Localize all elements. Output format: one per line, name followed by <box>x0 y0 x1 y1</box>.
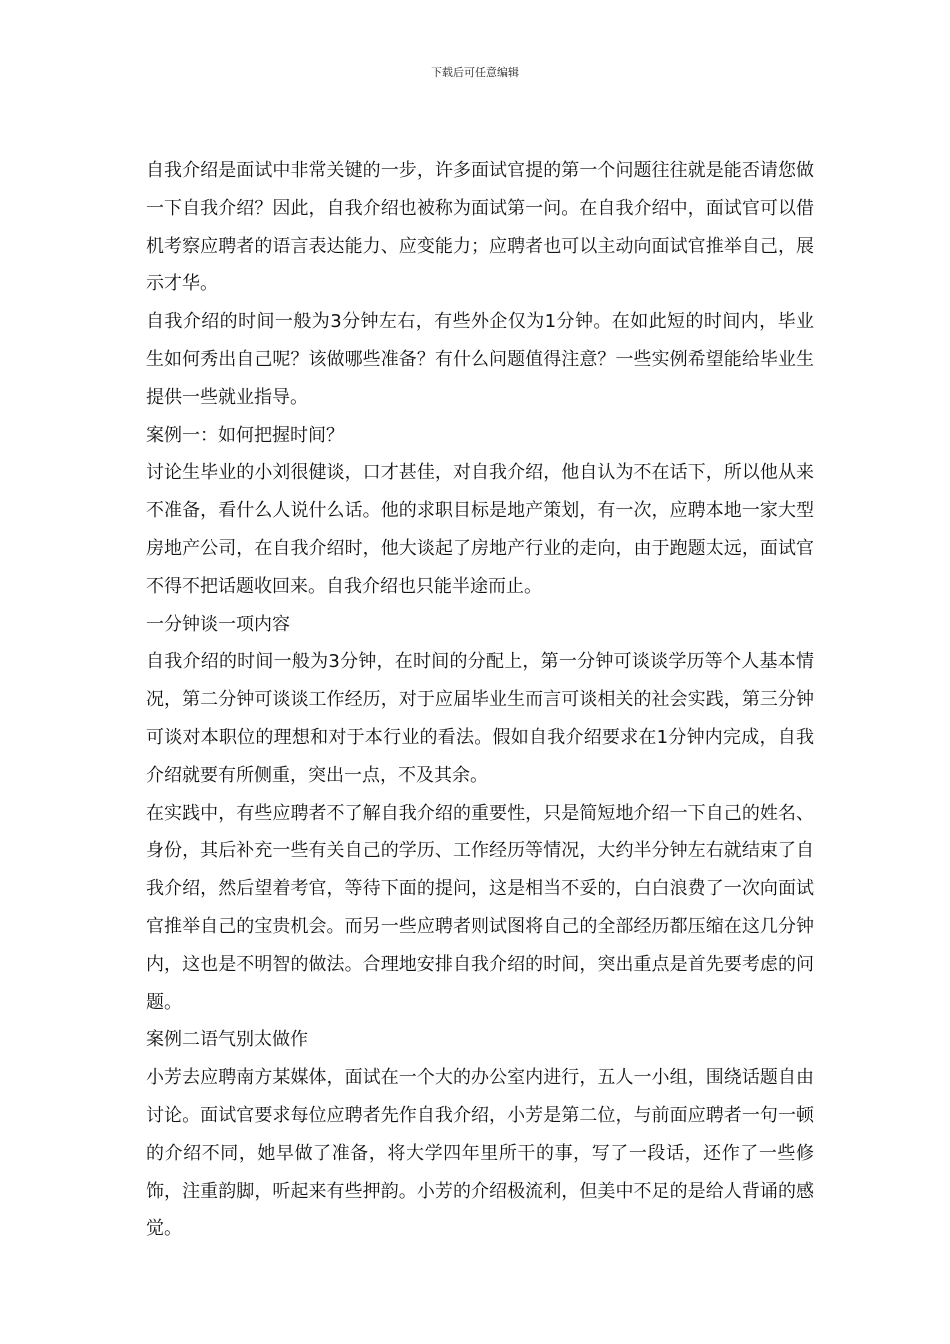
paragraph-case-two: 小芳去应聘南方某媒体，面试在一个大的办公室内进行，五人一小组，围绕话题自由讨论。面试官要求每位应聘者先作自我介绍，小芳是第二位，与前面应聘者一句一顿的介绍不同，她早做了准备，将大学四年里所干的事，写了一段话，还作了一些修饰，注重韵脚，听起来有些押韵。小芳的介绍极流利，但美中不足的是给人背诵的感觉。 <box>146 1067 814 1240</box>
paragraph-case-one: 讨论生毕业的小刘很健谈，口才甚佳，对自我介绍，他自认为不在话下，所以他从来不准备，看什么人说什么话。他的求职目标是地产策划，有一次，应聘本地一家大型房地产公司，在自我介绍时，他大谈起了房地产行业的走向，由于跑题太远，面试官不得不把话题收回来。自我介绍也只能半途而止。 <box>146 462 814 597</box>
paragraph-practice: 在实践中，有些应聘者不了解自我介绍的重要性，只是简短地介绍一下自己的姓名、身份，其后补充一些有关自己的学历、工作经历等情况，大约半分钟左右就结束了自我介绍，然后望着考官，等待下面的提问，这是相当不妥的，白白浪费了一次向面试官推举自己的宝贵机会。而另一些应聘者则试图将自己的全部经历都压缩在这几分钟内，这也是不明智的做法。合理地安排自我介绍的时间，突出重点是首先要考虑的问题。 <box>146 802 814 1013</box>
document-body <box>146 152 814 1248</box>
heading-case-one: 案例一：如何把握时间？ <box>146 424 344 446</box>
heading-case-two: 案例二语气别太做作 <box>146 1029 308 1051</box>
paragraph-time-limit: 自我介绍的时间一般为3分钟左右，有些外企仅为1分钟。在如此短的时间内，毕业生如何秀出自己呢？该做哪些准备？有什么问题值得注意？一些实例希望能给毕业生提供一些就业指导。 <box>146 311 814 408</box>
paragraph-intro: 自我介绍是面试中非常关键的一步，许多面试官提的第一个问题往往就是能否请您做一下自我介绍？因此，自我介绍也被称为面试第一问。在自我介绍中，面试官可以借机考察应聘者的语言表达能力、应变能力；应聘者也可以主动向面试官推举自己，展示才华。 <box>146 160 814 295</box>
heading-one-minute: 一分钟谈一项内容 <box>146 613 290 635</box>
paragraph-time-allocation: 自我介绍的时间一般为3分钟，在时间的分配上，第一分钟可谈谈学历等个人基本情况，第二分钟可谈谈工作经历，对于应届毕业生而言可谈相关的社会实践，第三分钟可谈对本职位的理想和对于本行业的看法。假如自我介绍要求在1分钟内完成，自我介绍就要有所侧重，突出一点，不及其余。 <box>146 651 814 786</box>
page-header: 下载后可任意编辑 <box>431 66 519 79</box>
